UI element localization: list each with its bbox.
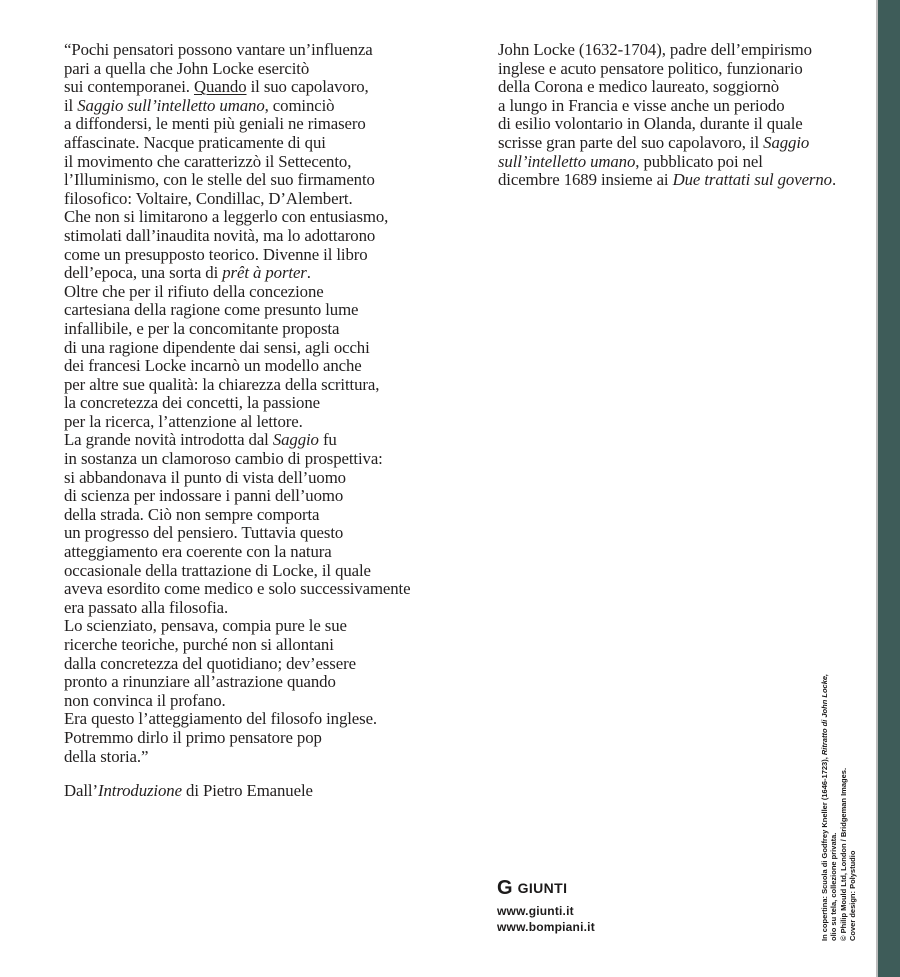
website-bompiani: www.bompiani.it — [497, 919, 595, 934]
text-line: pari a quella che John Locke esercitò — [64, 58, 310, 78]
text-line: Cover design: Polystudio — [847, 850, 857, 941]
giunti-g-logo-icon: G — [497, 877, 513, 899]
publisher-logo-text: GIUNTI — [517, 880, 568, 896]
text-line: un progresso del pensiero. Tuttavia questo — [64, 523, 344, 543]
text-line: olio su tela, collezione privata. — [829, 832, 839, 941]
text-line: come un presupposto teorico. Divenne il libro — [64, 244, 368, 264]
text-line: si abbandonava il punto di vista dell’uomo — [64, 467, 346, 487]
spine-accent-strip — [876, 0, 900, 977]
text-line: Che non si limitarono a leggerlo con entusiasmo, — [64, 207, 389, 227]
text-line: sull’intelletto umano, pubblicato poi nel — [498, 151, 763, 171]
text-line: © Philip Mould Ltd, London / Bridgeman Images. — [838, 767, 848, 941]
text-line: filosofico: Voltaire, Condillac, D’Alembert. — [64, 188, 353, 208]
text-line: l’Illuminismo, con le stelle del suo firmamento — [64, 170, 375, 190]
text-line: cartesiana della ragione come presunto lume — [64, 300, 359, 320]
text-line: pronto a rinunziare all’astrazione quando — [64, 672, 336, 692]
text-line: occasionale della trattazione di Locke, il quale — [64, 560, 371, 580]
text-line: era passato alla filosofia. — [64, 597, 229, 617]
text-line: della Corona e medico laureato, soggiornò — [498, 77, 780, 97]
text-line: di scienza per indossare i panni dell’uomo — [64, 486, 344, 506]
text-line: di esilio volontario in Olanda, durante il quale — [498, 114, 803, 134]
text-line: dell’epoca, una sorta di prêt à porter. — [64, 263, 311, 283]
quote-text — [64, 41, 410, 766]
text-line: atteggiamento era coerente con la natura — [64, 542, 332, 562]
text-line: per altre sue qualità: la chiarezza della scrittura, — [64, 374, 380, 394]
text-line: non convinca il profano. — [64, 690, 226, 710]
quote-column — [64, 41, 410, 801]
text-line: la concretezza dei concetti, la passione — [64, 393, 320, 413]
text-line: a diffondersi, le menti più geniali ne rimasero — [64, 114, 366, 134]
text-line: Lo scienziato, pensava, compia pure le sue — [64, 616, 347, 636]
text-line: infallibile, e per la concomitante proposta — [64, 318, 340, 338]
text-line: scrisse gran parte del suo capolavoro, il Saggio — [498, 132, 810, 152]
text-line: Potremmo dirlo il primo pensatore pop — [64, 727, 322, 747]
text-line: Dall’Introduzione di Pietro Emanuele — [64, 781, 313, 801]
publisher-websites — [497, 904, 595, 935]
text-line: il Saggio sull’intelletto umano, cominciò — [64, 95, 335, 115]
text-line: Era questo l’atteggiamento del filosofo inglese. — [64, 709, 378, 729]
text-line: stimolati dall’inaudita novità, ma lo adottarono — [64, 225, 376, 245]
publisher-block — [497, 879, 595, 935]
text-line: “Pochi pensatori possono vantare un’influenza — [64, 40, 373, 59]
text-line: John Locke (1632-1704), padre dell’empirismo — [498, 40, 812, 59]
text-line: dei francesi Locke incarnò un modello anche — [64, 356, 362, 376]
text-line: dicembre 1689 insieme ai Due trattati sul governo. — [498, 170, 837, 190]
text-line: inglese e acuto pensatore politico, funzionario — [498, 58, 803, 78]
text-line: per la ricerca, l’attenzione al lettore. — [64, 411, 303, 431]
text-line: a lungo in Francia e visse anche un periodo — [498, 95, 785, 115]
website-giunti: www.giunti.it — [497, 904, 574, 918]
text-line: sui contemporanei. Quando il suo capolavoro, — [64, 77, 369, 97]
author-bio-column — [498, 41, 836, 190]
text-line: dalla concretezza del quotidiano; dev’essere — [64, 653, 356, 673]
author-bio-text — [498, 41, 836, 190]
text-line: In copertina: Scuola di Godfrey Kneller (1646-1723), Ritratto di John Locke, — [820, 673, 829, 941]
text-line: ricerche teoriche, purché non si allontani — [64, 635, 334, 654]
text-line: La grande novità introdotta dal Saggio fu — [64, 430, 337, 450]
text-line: Oltre che per il rifiuto della concezione — [64, 281, 324, 301]
cover-credits-vertical-text — [820, 674, 857, 941]
text-line: della strada. Ciò non sempre comporta — [64, 504, 320, 524]
text-line: della storia.” — [64, 746, 149, 766]
quote-attribution — [64, 782, 410, 801]
text-line: affascinate. Nacque praticamente di qui — [64, 132, 326, 152]
text-line: aveva esordito come medico e solo successivamente — [64, 579, 411, 599]
text-line: di una ragione dipendente dai sensi, agli occhi — [64, 337, 370, 357]
publisher-logo — [497, 879, 595, 897]
text-line: in sostanza un clamoroso cambio di prospettiva: — [64, 449, 383, 469]
text-line: il movimento che caratterizzò il Settecento, — [64, 151, 352, 171]
